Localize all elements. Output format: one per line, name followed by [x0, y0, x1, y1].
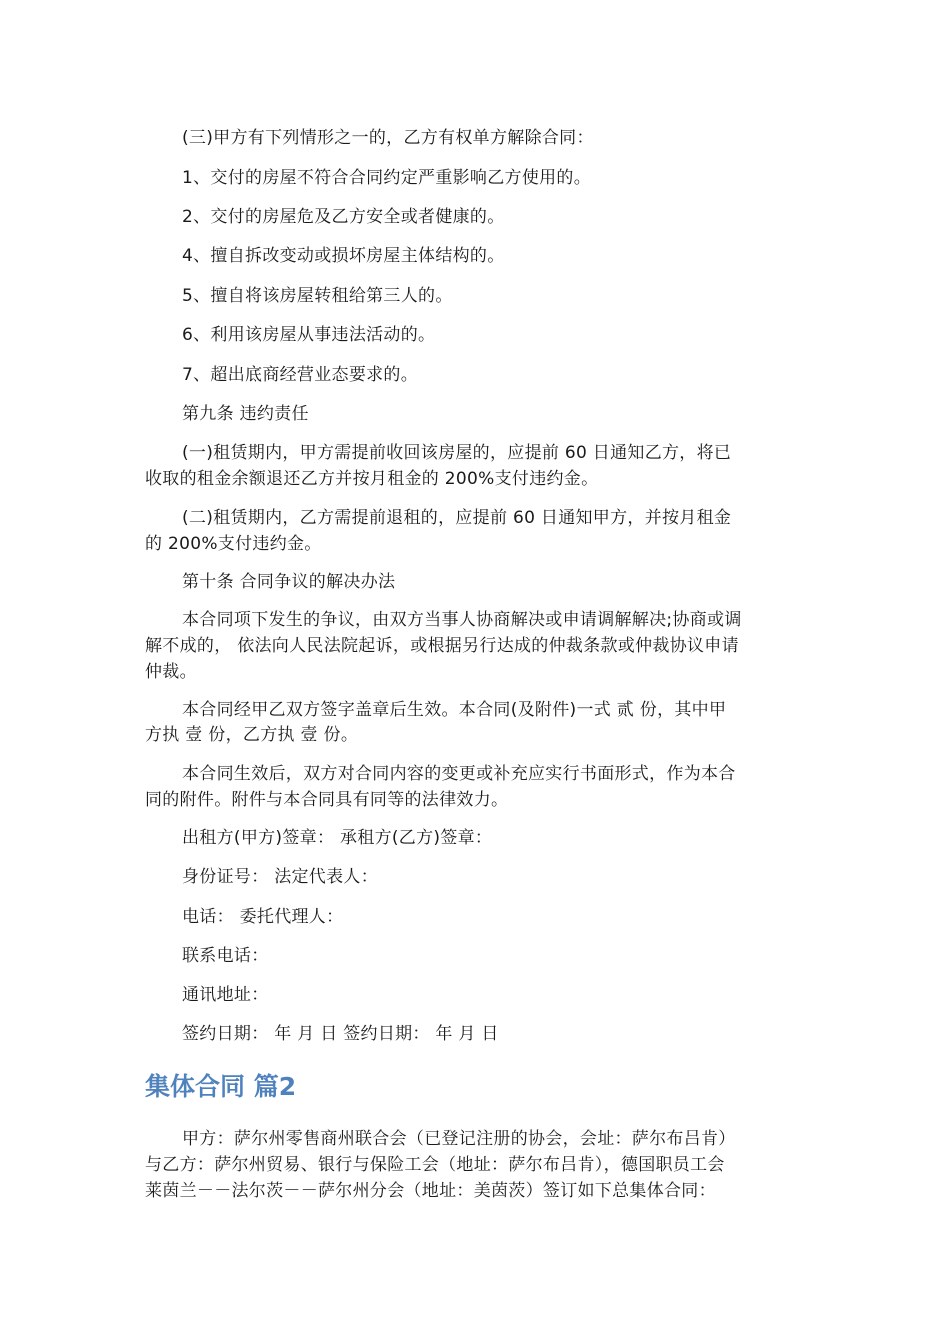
paragraph-line: 方执 壹 份，乙方执 壹 份。: [145, 725, 359, 745]
signature-line: 签约日期： 年 月 日 签约日期： 年 月 日: [182, 1024, 499, 1044]
clause-item: 4、擅自拆改变动或损坏房屋主体结构的。: [182, 246, 505, 266]
clause-item: 6、利用该房屋从事违法活动的。: [182, 325, 436, 345]
signature-line: 电话： 委托代理人：: [182, 907, 344, 927]
paragraph-line: 本合同经甲乙双方签字盖章后生效。本合同(及附件)一式 贰 份，其中甲: [182, 700, 727, 720]
clause-item: 5、擅自将该房屋转租给第三人的。: [182, 286, 453, 306]
article-title: 第九条 违约责任: [182, 404, 309, 424]
paragraph-line: 收取的租金余额退还乙方并按月租金的 200%支付违约金。: [145, 469, 599, 489]
clause-item: 7、超出底商经营业态要求的。: [182, 365, 419, 385]
clause-item: 1、交付的房屋不符合合同约定严重影响乙方使用的。: [182, 168, 592, 188]
section-heading: 集体合同 篇2: [145, 1072, 297, 1101]
clause-item: 2、交付的房屋危及乙方安全或者健康的。: [182, 207, 505, 227]
paragraph-line: 的 200%支付违约金。: [145, 534, 322, 554]
clause-intro: (三)甲方有下列情形之一的，乙方有权单方解除合同：: [182, 128, 594, 148]
signature-line: 通讯地址：: [182, 985, 269, 1005]
paragraph-line: 本合同项下发生的争议，由双方当事人协商解决或申请调解解决;协商或调: [182, 610, 742, 630]
paragraph-line: 同的附件。附件与本合同具有同等的法律效力。: [145, 790, 509, 810]
paragraph-line: 与乙方：萨尔州贸易、银行与保险工会（地址：萨尔布吕肯），德国职员工会: [145, 1155, 725, 1175]
signature-line: 出租方(甲方)签章： 承租方(乙方)签章：: [182, 828, 493, 848]
paragraph-line: 解不成的， 依法向人民法院起诉，或根据另行达成的仲裁条款或仲裁协议申请: [145, 636, 739, 656]
signature-line: 身份证号： 法定代表人：: [182, 867, 379, 887]
paragraph-line: 仲裁。: [145, 662, 197, 682]
paragraph-line: 甲方：萨尔州零售商州联合会（已登记注册的协会，会址：萨尔布吕肯）: [182, 1129, 736, 1149]
paragraph-line: (一)租赁期内，甲方需提前收回该房屋的，应提前 60 日通知乙方，将已: [182, 443, 732, 463]
article-title: 第十条 合同争议的解决办法: [182, 572, 396, 592]
paragraph-line: 本合同生效后，双方对合同内容的变更或补充应实行书面形式，作为本合: [182, 764, 736, 784]
paragraph-line: 莱茵兰－－法尔茨－－萨尔州分会（地址：美茵茨）签订如下总集体合同：: [145, 1181, 716, 1201]
signature-line: 联系电话：: [182, 946, 269, 966]
paragraph-line: (二)租赁期内，乙方需提前退租的，应提前 60 日通知甲方，并按月租金: [182, 508, 732, 528]
